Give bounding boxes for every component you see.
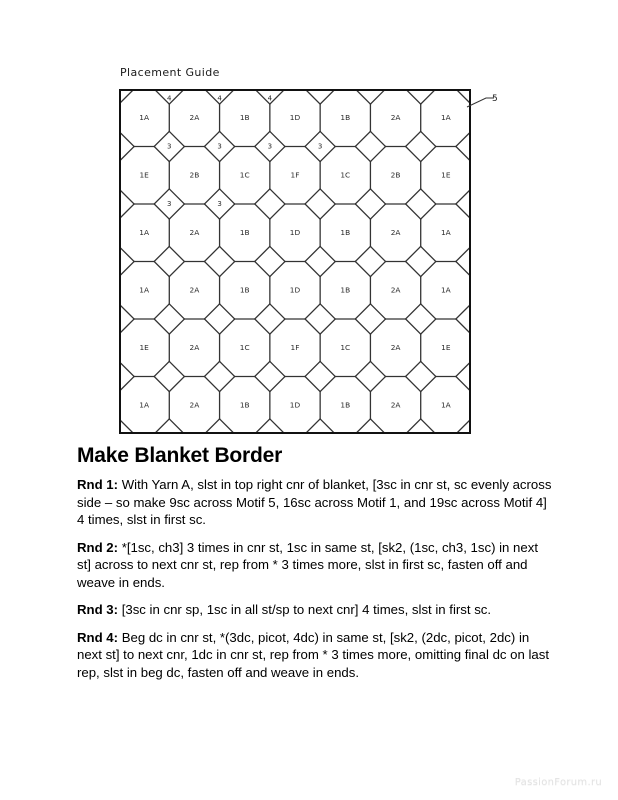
diamond-motif-3-row2-3: 3 [267,142,273,151]
motif-cell-r3-c7: 1A [440,227,451,237]
motif-cell-r5-c2: 2A [189,342,200,352]
motif-cell-r1-c2: 2A [189,112,200,122]
callout-label-5: 5 [492,94,498,104]
motif-cell-r2-c5: 1C [340,170,351,180]
diamond-motif-3-row2-4: 3 [317,142,323,151]
motif-cell-r1-c3: 1B [239,112,250,122]
motif-cell-r6-c2: 2A [189,400,200,410]
round-label: Rnd 4: [77,629,119,645]
motif-cell-r3-c6: 2A [390,227,401,237]
motif-cell-r6-c1: 1A [139,400,150,410]
round-label: Rnd 3: [77,602,119,618]
round-text: *[1sc, ch3] 3 times in cnr st, 1sc in same st, [sk2, (1sc, ch3, 1sc) in next st] across to next cnr st, rep from * 3 times more, slst in first sc, fasten off and weave in ends. [77,539,538,590]
motif-cell-r3-c2: 2A [189,227,200,237]
motif-cell-r2-c6: 2B [390,170,401,180]
edge-motif-4-3: 4 [267,94,273,103]
instructions-section [77,444,553,692]
motif-cell-r6-c4: 1D [289,400,301,410]
round-text: [3sc in cnr sp, 1sc in all st/sp to next cnr] 4 times, slst in first sc. [118,602,492,618]
edge-motif-4-1: 4 [167,94,172,103]
round-text: With Yarn A, slst in top right cnr of blanket, [3sc in cnr st, sc evenly across side – so make 9sc across Motif 5, 16sc across Motif 1, and 19sc across Motif 4] 4 times, slst in first sc. [77,477,552,528]
motif-cell-r2-c3: 1C [239,170,250,180]
edge-motif-4-2: 4 [217,94,222,103]
round-label: Rnd 1: [77,477,119,493]
motif-cell-r6-c6: 2A [390,400,401,410]
diamond-motif-3-row2-2: 3 [217,142,222,151]
motif-cell-r1-c5: 1B [340,112,351,122]
tiling-lines [119,89,471,434]
placement-guide-svg [119,89,471,434]
motif-cell-r4-c5: 1B [340,285,351,295]
motif-cell-r3-c4: 1D [289,227,301,237]
watermark: PassionForum.ru [514,777,602,788]
motif-cell-r1-c7: 1A [440,112,451,122]
motif-cell-r5-c1: 1E [139,342,149,352]
diamond-motif-3-row3-1: 3 [167,200,172,208]
motif-cell-r4-c1: 1A [139,285,150,295]
round-label: Rnd 2: [77,539,119,555]
diamond-motif-3-row2-1: 3 [167,142,172,151]
motif-cell-r6-c7: 1A [440,400,451,410]
motif-cell-r4-c3: 1B [239,285,250,295]
motif-cell-r2-c7: 1E [441,170,451,180]
motif-cell-r6-c3: 1B [239,400,250,410]
motif-cell-r5-c3: 1C [239,342,250,352]
motif-cell-r4-c4: 1D [289,285,301,295]
round-paragraph [77,629,553,682]
placement-guide-diagram [119,89,471,434]
page-title: Make Blanket Border [77,444,283,467]
motif-cell-r2-c1: 1E [139,170,149,180]
motif-cell-r6-c5: 1B [340,400,351,410]
motif-cell-r4-c6: 2A [390,285,401,295]
round-paragraph [77,476,553,529]
motif-cell-r4-c7: 1A [440,285,451,295]
motif-cell-r4-c2: 2A [189,285,200,295]
motif-cell-r1-c6: 2A [390,112,401,122]
round-paragraph [77,539,553,592]
diamond-motif-3-row3-2: 3 [217,200,222,208]
tile-labels [139,94,451,409]
motif-cell-r1-c1: 1A [139,112,150,122]
motif-cell-r3-c1: 1A [139,227,150,237]
motif-cell-r3-c5: 1B [340,227,351,237]
round-text: Beg dc in cnr st, *(3dc, picot, 4dc) in same st, [sk2, (2dc, picot, 2dc) in next st] to next cnr, 1dc in cnr st, rep from * 3 times more, omitting final dc on last rep, slst in beg dc, fasten off and weave in ends. [77,629,550,681]
placement-guide-title: Placement Guide [120,66,220,79]
motif-cell-r5-c7: 1E [441,342,451,352]
motif-cell-r1-c4: 1D [289,112,301,122]
motif-cell-r5-c4: 1F [290,342,300,352]
callout-leader-line [466,96,494,108]
motif-cell-r5-c5: 1C [340,342,351,352]
motif-cell-r2-c4: 1F [290,170,300,180]
rounds-list [77,476,553,681]
motif-cell-r2-c2: 2B [189,170,200,180]
motif-cell-r5-c6: 2A [390,342,401,352]
motif-cell-r3-c3: 1B [239,227,250,237]
round-paragraph [77,601,553,619]
